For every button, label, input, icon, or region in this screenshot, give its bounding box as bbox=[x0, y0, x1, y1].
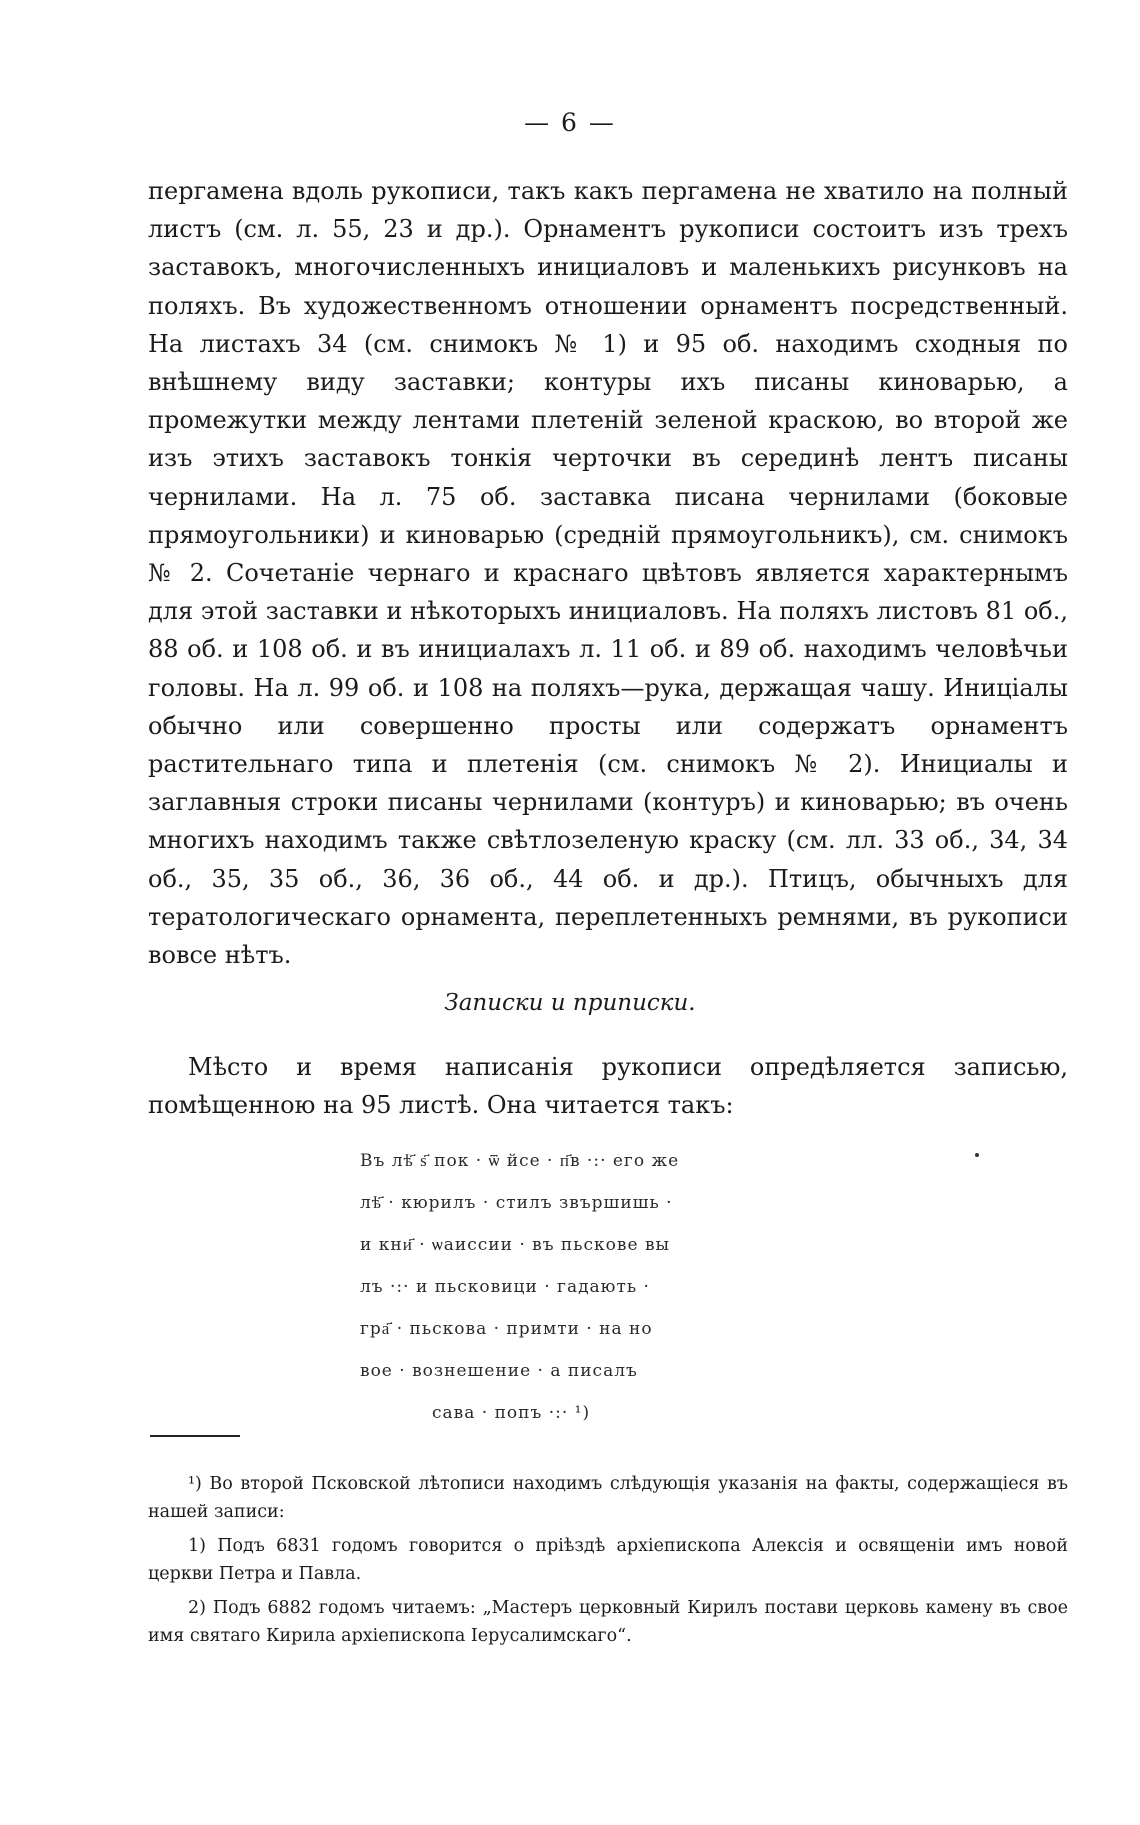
stray-mark bbox=[975, 1153, 979, 1157]
inscription-line: лъ ·:· и пьсковици · гадають · bbox=[360, 1277, 650, 1297]
section-heading: Записки и приписки. bbox=[444, 990, 696, 1016]
inscription-block bbox=[360, 1140, 920, 1434]
footnote-divider bbox=[150, 1435, 240, 1437]
footnotes bbox=[148, 1470, 1068, 1656]
footnote: 1) Подъ 6831 годомъ говорится о пріѣздѣ архіепископа Алексія и освященіи имъ новой церкви Петра и Павла. bbox=[148, 1536, 1068, 1584]
inscription-line: лѣ҃ · кюрилъ · стилъ звършишь · bbox=[360, 1193, 673, 1213]
body-paragraph: пергамена вдоль рукописи, такъ какъ пергамена не хватило на полный листъ (см. л. 55, 23 и др.). Орнаментъ рукописи состоитъ изъ трехъ заставокъ, многочисленныхъ инициаловъ и маленькихъ рисунковъ на поляхъ. Въ художественномъ отношении орнаментъ посредственный. На листахъ 34 (см. снимокъ № 1) и 95 об. находимъ сходныя по внѣшнему виду заставки; контуры ихъ писаны киноварью, а промежутки между лентами плетеній зеленой краскою, во второй же изъ этихъ заставокъ тонкія черточки въ серединѣ лентъ писаны чернилами. На л. 75 об. заставка писана чернилами (боковые прямоугольники) и киноварью (средній прямоугольникъ), см. снимокъ № 2. Сочетаніе чернаго и краснаго цвѣтовъ является характернымъ для этой заставки и нѣкоторыхъ инициаловъ. На поляхъ листовъ 81 об., 88 об. и 108 об. и въ инициалахъ л. 11 об. и 89 об. находимъ человѣчьи головы. На л. 99 об. и 108 на поляхъ—рука, держащая чашу. Иниціалы обычно или совершенно просты или содержатъ орнаментъ растительнаго типа и плетенія (см. снимокъ № 2). Инициалы и заглавныя строки писаны чернилами (контуръ) и киноварью; въ очень многихъ находимъ также свѣтлозеленую краску (см. лл. 33 об., 34, 34 об., 35, 35 об., 36, 36 об., 44 об. и др.). Птицъ, обычныхъ для тератологическаго орнамента, переплетенныхъ ремнями, въ рукописи вовсе нѣтъ. bbox=[148, 177, 1068, 970]
intro-paragraph: Мѣсто и время написанія рукописи опредѣляется записью, помѣщенною на 95 листѣ. Она читается такъ: bbox=[148, 1053, 1068, 1119]
inscription-line: вое · вознешение · а писалъ bbox=[360, 1361, 638, 1381]
footnote: 2) Подъ 6882 годомъ читаемъ: „Мастеръ церковный Кирилъ постави церковь камену въ свое имя святаго Кирила архіепископа Іерусалимскаго“. bbox=[148, 1598, 1068, 1646]
inscription-line: Въ лѣ҃ ѕ҃ пок · ѿ йсе · п҃в ·:· его же bbox=[360, 1151, 680, 1171]
page-number: — 6 — bbox=[524, 108, 616, 137]
inscription-line: и кни҃ · ѡаиссии · въ пьскове вы bbox=[360, 1235, 671, 1255]
inscription-line: сава · попъ ·:· ¹) bbox=[432, 1403, 591, 1423]
inscription-line: гра҃ · пьскова · примти · на но bbox=[360, 1319, 653, 1339]
footnote: ¹) Во второй Псковской лѣтописи находимъ слѣдующія указанія на факты, содержащіеся въ нашей записи: bbox=[148, 1474, 1068, 1522]
